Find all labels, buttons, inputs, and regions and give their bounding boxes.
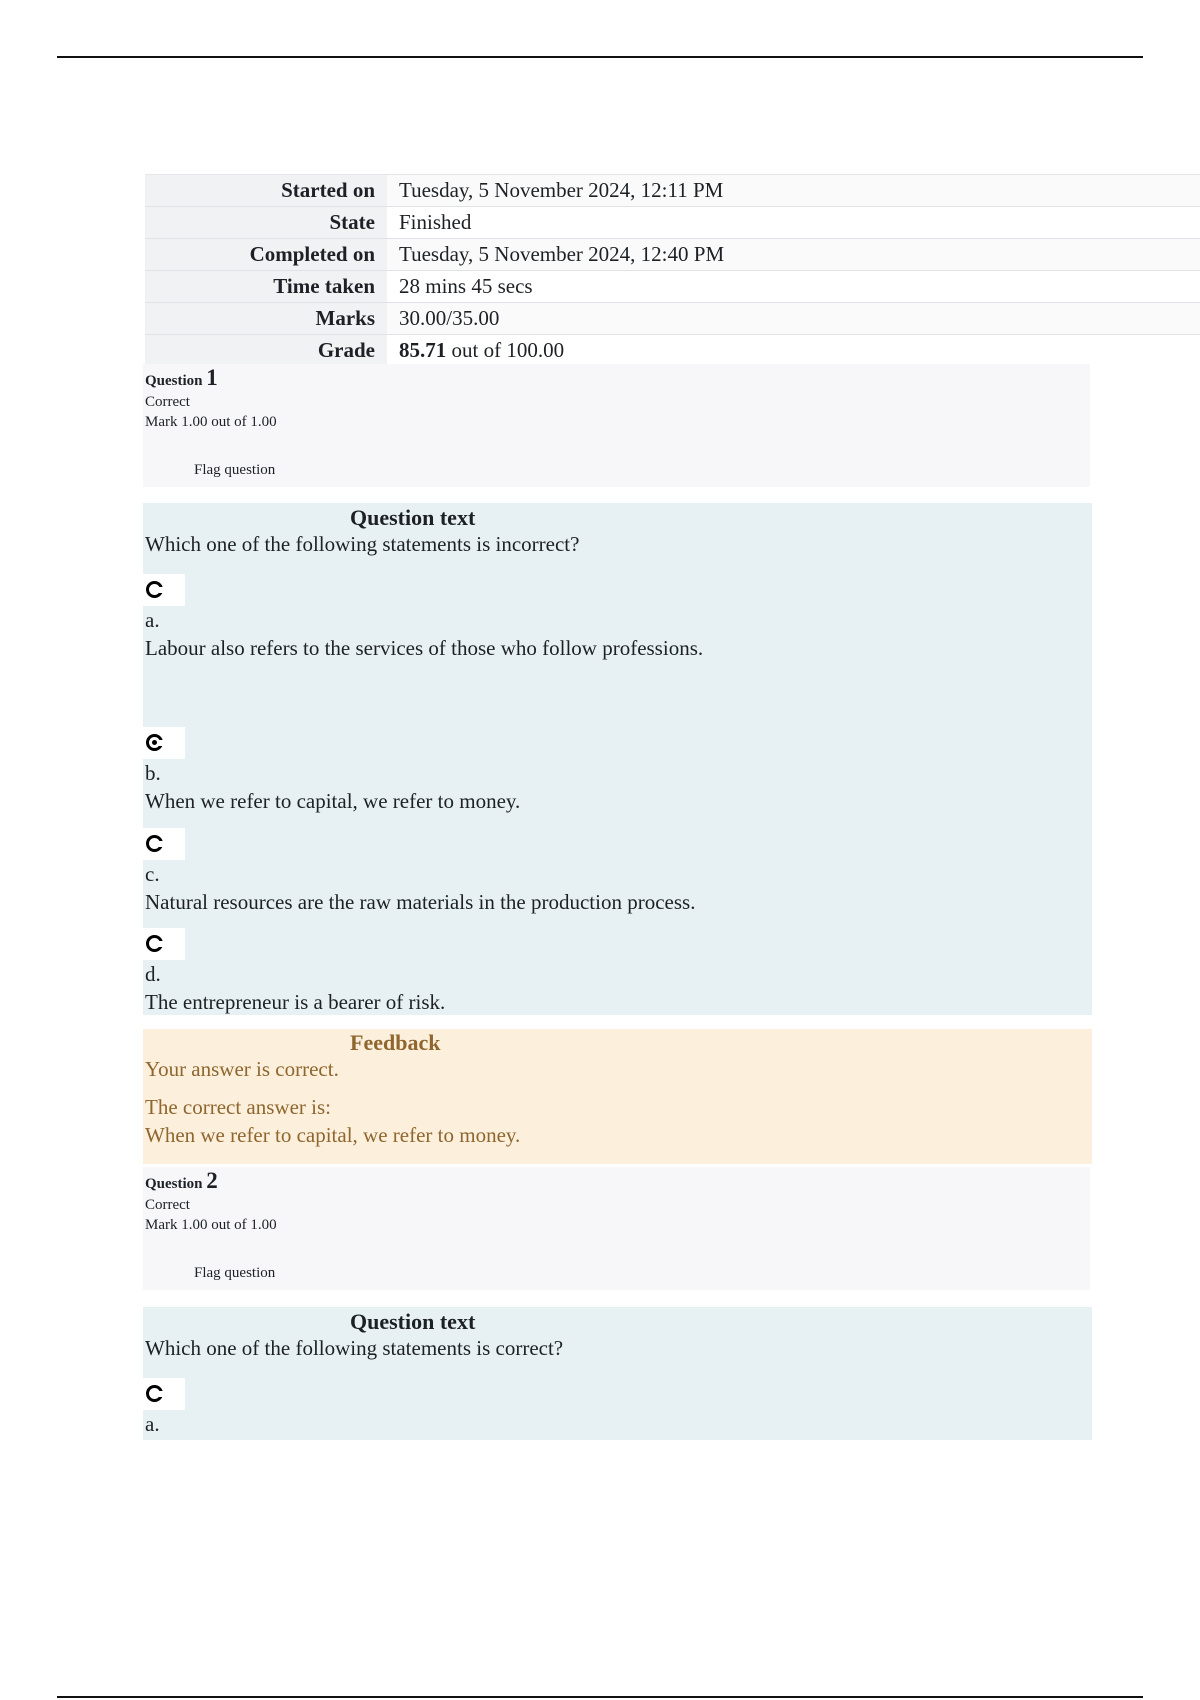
summary-label: Started on [145, 175, 387, 207]
question-prompt: Which one of the following statements is correct? [145, 1336, 564, 1360]
radio-container [143, 928, 185, 960]
feedback-correct-intro: The correct answer is: [145, 1095, 331, 1119]
radio-container [143, 727, 185, 759]
question-number [145, 1168, 218, 1194]
radio-dot [152, 740, 157, 745]
grade-suffix: out of 100.00 [446, 338, 565, 362]
question-text-heading: Question text [350, 505, 476, 530]
question-mark: Mark 1.00 out of 1.00 [145, 1217, 277, 1233]
summary-row-marks [145, 303, 1200, 335]
question-state: Correct [145, 394, 190, 410]
question-mark: Mark 1.00 out of 1.00 [145, 414, 277, 430]
summary-value: Tuesday, 5 November 2024, 12:40 PM [387, 239, 1200, 271]
option-text: Natural resources are the raw materials in the production process. [145, 890, 696, 914]
summary-value: Tuesday, 5 November 2024, 12:11 PM [387, 175, 1200, 207]
summary-label: State [145, 207, 387, 239]
question-label: Question [145, 373, 203, 389]
question-number-value: 1 [206, 365, 218, 390]
summary-row-completed [145, 239, 1200, 271]
question-2-info [143, 1167, 1090, 1290]
question-text-heading: Question text [350, 1309, 476, 1334]
radio-container [143, 1378, 185, 1410]
summary-label: Time taken [145, 271, 387, 303]
question-1-info [143, 364, 1090, 487]
radio-button-selected[interactable] [146, 734, 163, 751]
flag-question-link[interactable]: Flag question [194, 462, 276, 478]
summary-row-grade [145, 335, 1200, 367]
option-letter: d. [145, 962, 161, 986]
summary-row-state [145, 207, 1200, 239]
radio-button[interactable] [146, 935, 163, 952]
question-1-content [143, 503, 1092, 1015]
option-letter: b. [145, 761, 161, 785]
option-text: Labour also refers to the services of those who follow professions. [145, 636, 704, 660]
page-bottom-rule [57, 1696, 1143, 1698]
grade-value: 85.71 [399, 338, 447, 362]
option-text: The entrepreneur is a bearer of risk. [145, 990, 446, 1014]
question-prompt: Which one of the following statements is incorrect? [145, 532, 580, 556]
summary-value: 30.00/35.00 [387, 303, 1200, 335]
feedback-correct-answer: When we refer to capital, we refer to money. [145, 1123, 521, 1147]
option-letter: a. [145, 608, 160, 632]
summary-value: 28 mins 45 secs [387, 271, 1200, 303]
summary-value: Finished [387, 207, 1200, 239]
summary-label: Grade [145, 335, 387, 367]
question-number [145, 365, 218, 391]
radio-container [143, 828, 185, 860]
summary-row-started [145, 175, 1200, 207]
attempt-summary-table [145, 174, 1200, 366]
option-letter: c. [145, 862, 160, 886]
option-text: When we refer to capital, we refer to money. [145, 789, 521, 813]
radio-button[interactable] [146, 581, 163, 598]
radio-button[interactable] [146, 835, 163, 852]
summary-label: Marks [145, 303, 387, 335]
question-2-content [143, 1307, 1092, 1440]
radio-container [143, 574, 185, 606]
summary-value [387, 335, 1200, 367]
question-label: Question [145, 1176, 203, 1192]
page-top-rule [57, 56, 1143, 58]
question-number-value: 2 [206, 1168, 218, 1193]
question-1-feedback [143, 1029, 1092, 1164]
question-state: Correct [145, 1197, 190, 1213]
flag-question-link[interactable]: Flag question [194, 1265, 276, 1281]
feedback-result: Your answer is correct. [145, 1057, 339, 1081]
summary-row-time-taken [145, 271, 1200, 303]
option-letter: a. [145, 1412, 160, 1436]
radio-button[interactable] [146, 1385, 163, 1402]
summary-label: Completed on [145, 239, 387, 271]
feedback-heading: Feedback [350, 1030, 441, 1055]
